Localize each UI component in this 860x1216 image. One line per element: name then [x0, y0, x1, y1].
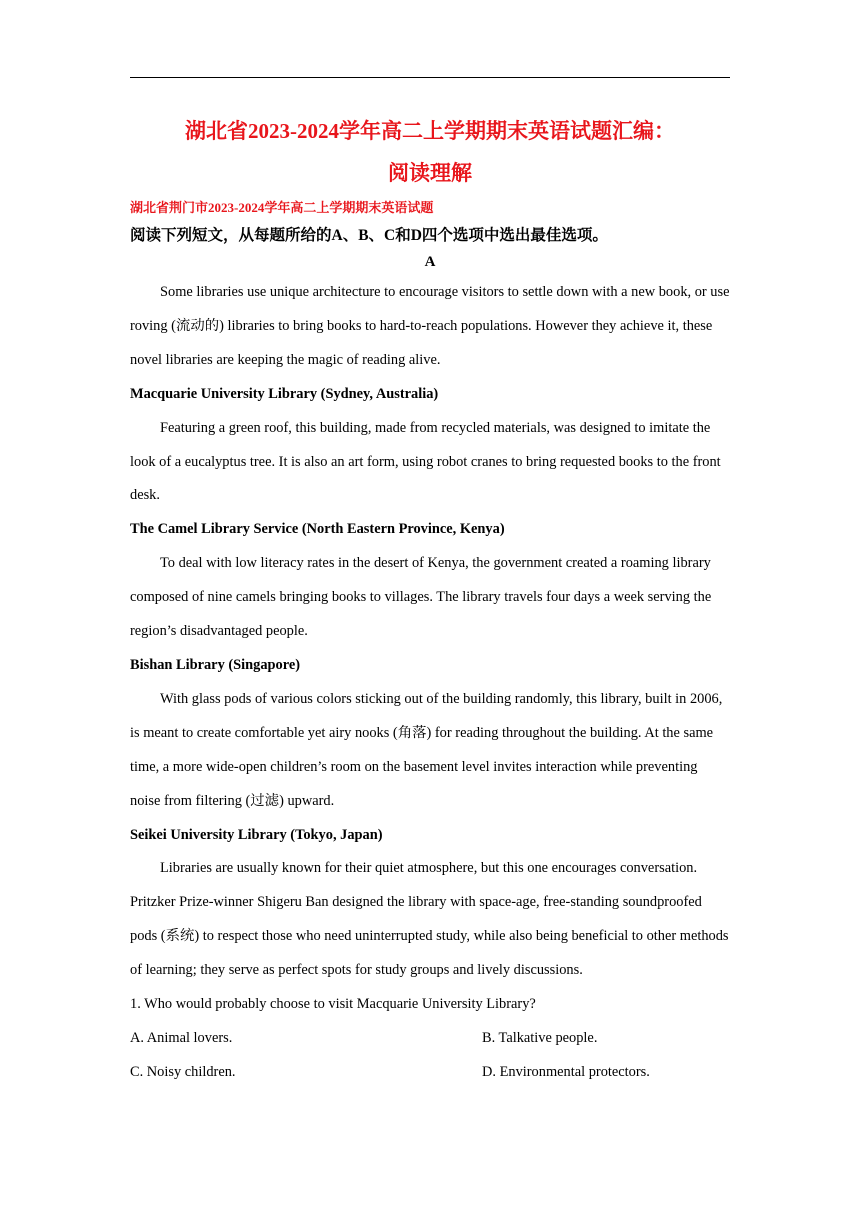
- option-c: C. Noisy children.: [130, 1063, 236, 1080]
- exam-subtitle: 湖北省荆门市2023-2024学年高二上学期期末英语试题: [130, 200, 434, 215]
- option-b: B. Talkative people.: [482, 1029, 598, 1046]
- question-text: 1. Who would probably choose to visit Macquarie University Library?: [130, 996, 536, 1013]
- section-letter: A: [424, 254, 436, 270]
- instruction-text: 阅读下列短文，从每题所给的A、B、C和D四个选项中选出最佳选项。: [130, 227, 608, 244]
- options-row: [130, 1022, 730, 1056]
- intro-paragraph: Some libraries use unique architecture to encourage visitors to settle down with a new book, or use roving (流动的) libraries to bring books to hard-to-reach populations. However they achieve it, these novel libraries are keeping the magic of reading alive.: [130, 284, 730, 368]
- options-row: [130, 1056, 730, 1090]
- option-a: A. Animal lovers.: [130, 1029, 233, 1046]
- library-paragraph: Libraries are usually known for their quiet atmosphere, but this one encourages conversation. Pritzker Prize-winner Shigeru Ban designed the library with space-age, free-standing soundproofed pods (系统) to respect those who need uninterrupted study, while also being beneficial to other methods of learning; they serve as perfect spots for study groups and lively discussions.: [130, 860, 729, 979]
- library-heading: Bishan Library (Singapore): [130, 656, 301, 673]
- option-d: D. Environmental protectors.: [482, 1063, 650, 1080]
- library-paragraph: With glass pods of various colors sticking out of the building randomly, this library, built in 2006, is meant to create comfortable yet airy nooks (角落) for reading throughout the building. At the same time, a more wide-open children’s room on the basement level invites interaction while preventing noise from filtering (过滤) upward.: [130, 690, 723, 809]
- title-line-2: 阅读理解: [388, 161, 472, 185]
- library-heading: Seikei University Library (Tokyo, Japan): [130, 826, 383, 843]
- library-paragraph: To deal with low literacy rates in the desert of Kenya, the government created a roaming library composed of nine camels bringing books to villages. The library travels four days a week serving the region’s disadvantaged people.: [130, 555, 712, 640]
- library-heading: The Camel Library Service (North Eastern Province, Kenya): [130, 521, 505, 538]
- title-line-1: 湖北省2023-2024学年高二上学期期末英语试题汇编：: [185, 119, 675, 143]
- library-paragraph: Featuring a green roof, this building, made from recycled materials, was designed to imitate the look of a eucalyptus tree. It is also an art form, using robot cranes to bring requested books to the front desk.: [130, 419, 721, 504]
- document-title: [130, 110, 730, 194]
- header-rule: [130, 77, 730, 78]
- passage-body: [130, 276, 730, 1090]
- library-heading: Macquarie University Library (Sydney, Australia): [130, 385, 439, 402]
